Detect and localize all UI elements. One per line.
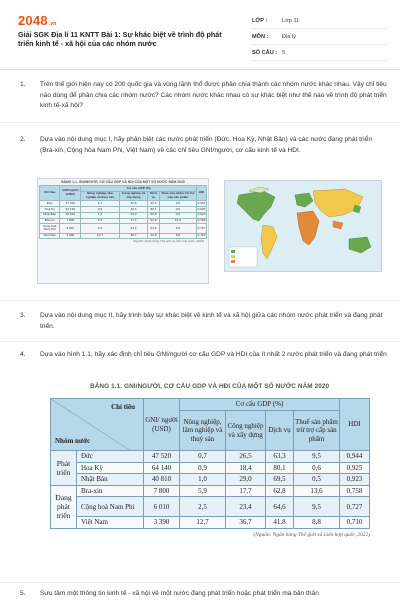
thumb-cell: 8,8 [159, 233, 196, 239]
thumb-cell: 17,7 [119, 218, 147, 224]
gni-cell: 40 810 [144, 474, 180, 486]
meta-class-value: Lớp 11 [282, 17, 300, 24]
corner-bottom-label: Nhóm nước [55, 437, 91, 446]
thumb-cell: 5,9 [81, 218, 120, 224]
meta-subject-value: Địa lý [282, 33, 296, 40]
agri-cell: 1,0 [180, 474, 226, 486]
meta-subject-label: MÔN : [252, 33, 269, 40]
thumb-cell: 3 390 [60, 233, 81, 239]
ind-cell: 23,4 [226, 497, 266, 517]
tax-cell: 0,6 [294, 462, 340, 474]
meta-subject-row [252, 29, 387, 45]
country-cell: Đức [77, 451, 144, 463]
thumb-cell: 0,923 [197, 212, 206, 217]
site-logo[interactable]: 2048.vn [18, 13, 57, 28]
thumb-col-hdi: HDI [197, 186, 207, 201]
hdi-cell: 0,925 [340, 462, 370, 474]
country-cell: Hoa Kỳ [77, 462, 144, 474]
agri-cell: 2,5 [180, 497, 226, 517]
thumb-cell: Việt Nam [40, 233, 60, 239]
group-developing: Đang phát triển [51, 485, 77, 528]
tax-cell: 9,5 [294, 451, 340, 463]
meta-class-row [252, 13, 387, 29]
serv-cell: 80,1 [266, 462, 294, 474]
serv-cell: 64,6 [266, 497, 294, 517]
thumb-col-gni: GNI/ người (USD) [60, 186, 81, 201]
agri-cell: 12,7 [180, 517, 226, 529]
meta-panel [252, 13, 387, 61]
question-text: Trên thế giới hiện nay có 200 quốc gia và vùng lãnh thổ được phân chia thành các nhóm nước khác nhau. Vậy chỉ tiêu nào dùng để phân chia các nhóm nước? Các nhóm nước khác nhau có sự khác biệt như thế nào về trình độ phát triển kinh tế-xã hội? [40, 81, 387, 109]
divider [0, 582, 400, 583]
thumb-cell: 9,5 [159, 224, 196, 233]
country-cell: Cộng hoà Nam Phi [77, 497, 144, 517]
thumb-cell: 47 520 [60, 201, 81, 207]
hdi-cell: 0,727 [340, 497, 370, 517]
gni-cell: 64 140 [144, 462, 180, 474]
thumb-col-serv: Dịch vụ [148, 191, 159, 200]
thumb-cell: Hoa Kỳ [40, 206, 60, 212]
hdi-cell: 0,923 [340, 474, 370, 486]
thumb-col-agri: Nông nghiệp, lâm nghiệp và thuỷ sản [81, 191, 120, 200]
question-2 [20, 135, 388, 156]
divider [0, 300, 400, 301]
question-text: Sưu tầm một thông tin kinh tế - xã hội về một nước đang phát triển hoặc phát triển mà bản thân [40, 590, 319, 597]
meta-count-label: SỐ CÂU : [252, 49, 278, 56]
divider [0, 341, 400, 342]
thumb-cell: 26,5 [119, 201, 147, 207]
thumb-cell: 0,710 [197, 233, 206, 238]
question-1 [20, 80, 388, 112]
hdi-cell: 0,710 [340, 517, 370, 529]
thumbnail-caption: BẢNG 1.1. GNI/NGƯỜI, CƠ CẤU GDP VÀ HDI CỦA MỘT SỐ NƯỚC NĂM 2020 [61, 180, 185, 184]
serv-cell: 63,3 [266, 451, 294, 463]
thumbnail-source: (Nguồn: Ngân hàng Thế giới và Liên hợp quốc, 2022) [132, 239, 204, 244]
col-agri-header: Nông nghiệp, lâm nghiệp và thuỷ sản [180, 411, 226, 451]
world-map-image [224, 180, 382, 272]
col-ind-header: Công nghiệp và xây dựng [226, 411, 266, 451]
corner-top-label: Chỉ tiêu [111, 403, 135, 411]
thumb-cell: 0,925 [197, 206, 206, 211]
meta-count-value: 5 [282, 49, 286, 56]
ind-cell: 36,7 [226, 517, 266, 529]
thumbnail-table [39, 185, 207, 239]
world-map-graphic [225, 181, 381, 271]
ind-cell: 29,0 [226, 474, 266, 486]
question-number: 3. [20, 312, 26, 319]
thumb-cell: 80,1 [148, 206, 159, 212]
question-number: 1. [20, 81, 26, 88]
question-4 [20, 350, 388, 361]
gni-cell: 7 800 [144, 485, 180, 497]
tax-cell: 0,5 [294, 474, 340, 486]
agri-cell: 5,9 [180, 485, 226, 497]
question-text: Dựa vào nội dung mục I, hãy phân biệt các nước phát triển (Đức, Hoa Kỳ, Nhật Bản) và các nước đang phát triển (Bra-xin, Cộng hòa Nam Phi, Việt Nam) về các chỉ tiêu GNI/người, cơ cấu kinh tế và HDI. [40, 136, 372, 154]
thumb-cell: 41,8 [148, 233, 159, 239]
meta-count-row [252, 45, 387, 61]
thumb-cell: 0,944 [197, 200, 206, 205]
question-number: 5. [20, 590, 26, 597]
thumb-cell: 13,6 [159, 218, 196, 224]
thumb-col-tax: Thuế sản phẩm trừ trợ cấp sản phẩm [161, 191, 195, 199]
thumb-cell: 0,5 [159, 212, 196, 218]
agri-cell: 0,9 [180, 462, 226, 474]
country-cell: Nhật Bản [77, 474, 144, 486]
hdi-cell: 0,944 [340, 451, 370, 463]
table-caption: BẢNG 1.1. GNI/NGƯỜI, CƠ CẤU GDP VÀ HĐI CỦA MỘT SỐ NƯỚC NĂM 2020 [90, 383, 330, 390]
thumb-cell: 0,727 [197, 224, 207, 233]
thumb-cell: Đức [40, 201, 60, 207]
thumb-cell: 9,5 [159, 201, 196, 207]
col-gdp-header: Cơ cấu GDP (%) [180, 399, 340, 411]
thumb-cell: Cộng hoà Nam Phi [40, 224, 60, 233]
country-cell: Bra-xin [77, 485, 144, 497]
ind-cell: 17,7 [226, 485, 266, 497]
agri-cell: 0,7 [180, 451, 226, 463]
question-number: 4. [20, 351, 26, 358]
ind-cell: 18,4 [226, 462, 266, 474]
thumb-col-gdp: Cơ cấu GDP (%) [81, 186, 197, 192]
gni-cell: 47 520 [144, 451, 180, 463]
page-header [0, 0, 400, 70]
thumb-cell: 36,7 [119, 233, 147, 239]
question-number: 2. [20, 136, 26, 143]
thumb-cell: 29,0 [119, 212, 147, 218]
thumb-cell: 69,5 [148, 212, 159, 218]
serv-cell: 69,5 [266, 474, 294, 486]
serv-cell: 62,8 [266, 485, 294, 497]
col-gni-header: GNI/ người (USD) [144, 399, 180, 451]
group-developed: Phát triển [51, 451, 77, 486]
tax-cell: 9,5 [294, 497, 340, 517]
thumb-cell: 40 810 [60, 212, 81, 218]
ind-cell: 26,5 [226, 451, 266, 463]
question-text: Dựa vào nội dung mục II, hãy trình bày sự khác biệt về kinh tế và xã hội giữa các nhóm nước phát triển và đang phát triển. [40, 312, 383, 330]
table-corner-header [51, 399, 144, 451]
thumb-cell: 0,9 [81, 206, 120, 212]
data-table [50, 398, 370, 529]
col-serv-header: Dịch vụ [266, 411, 294, 451]
thumb-cell: 64,6 [148, 224, 159, 233]
thumb-cell: 6 010 [60, 224, 81, 233]
thumb-col-ind: Công nghiệp và xây dựng [119, 191, 147, 200]
thumb-cell: 18,4 [119, 206, 147, 212]
thumb-cell: 64 140 [60, 206, 81, 212]
thumbnail-table-image [37, 178, 209, 284]
table-source: (Nguồn: Ngân hàng Thế giới và Liên hợp quốc, 2022) [253, 531, 370, 538]
tax-cell: 13,6 [294, 485, 340, 497]
thumb-cell: 12,7 [81, 233, 120, 239]
gni-cell: 6 010 [144, 497, 180, 517]
thumb-cell: 1,0 [81, 212, 120, 218]
thumb-cell: 0,7 [81, 201, 120, 207]
divider [0, 122, 400, 123]
question-5 [20, 589, 388, 600]
data-table-container [50, 398, 370, 538]
thumb-cell: 7 800 [60, 218, 81, 224]
gni-cell: 3 390 [144, 517, 180, 529]
col-hdi-header: HDI [340, 399, 370, 451]
question-text: Dựa vào hình 1.1, hãy xác định chỉ tiêu GNI/người cơ cấu GDP và HDI của ít nhất 2 nước phát triển và đang phát triển [40, 351, 387, 358]
country-cell: Việt Nam [77, 517, 144, 529]
thumb-cell: 2,5 [81, 224, 120, 233]
thumb-cell: Bra-xin [40, 218, 60, 224]
page-title: Giải SGK Địa lí 11 KNTT Bài 1: Sự khác biệt về trình độ phát triển kinh tế - xã hội của các nhóm nước [18, 30, 222, 48]
thumb-corner: Chỉ tiêu [40, 186, 60, 201]
thumb-cell: Nhật Bản [40, 212, 60, 218]
question-3 [20, 311, 388, 332]
thumb-cell: 62,8 [148, 218, 159, 224]
tax-cell: 8,8 [294, 517, 340, 529]
meta-class-label: LỚP : [252, 17, 268, 24]
col-tax-header: Thuế sản phẩm trừ trợ cấp sản phẩm [294, 411, 340, 451]
thumb-cell: 63,3 [148, 201, 159, 207]
thumb-cell: 0,6 [159, 206, 196, 212]
serv-cell: 41,8 [266, 517, 294, 529]
thumb-cell: 23,4 [119, 224, 147, 233]
hdi-cell: 0,758 [340, 485, 370, 497]
thumb-cell: 0,758 [197, 218, 206, 223]
